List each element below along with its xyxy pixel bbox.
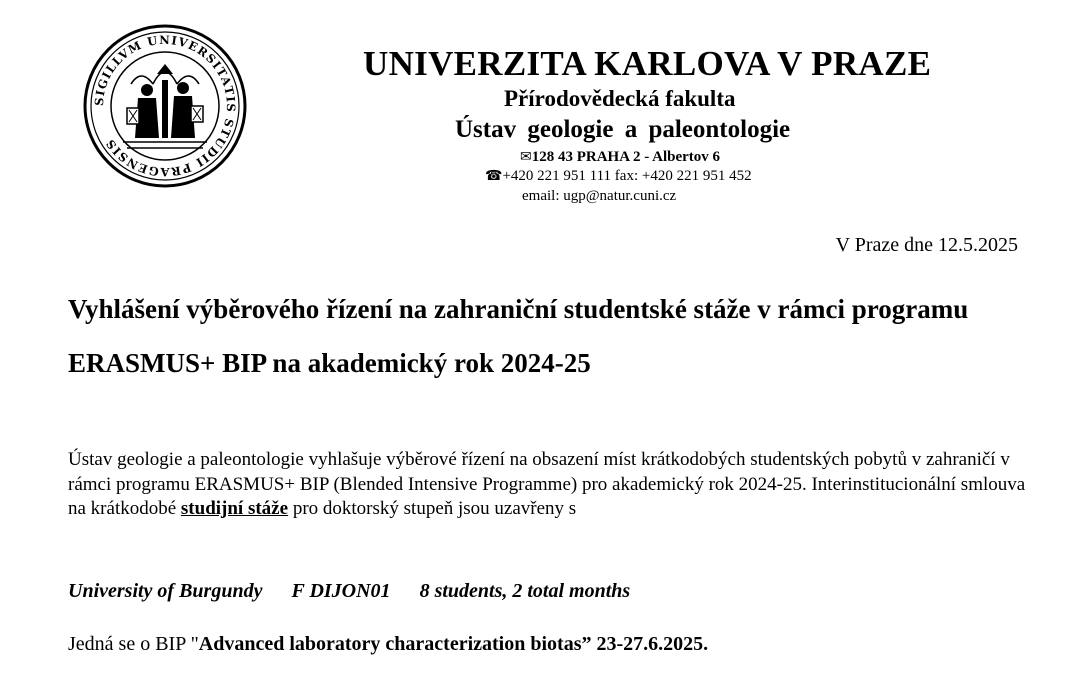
bip-prefix: Jedná se o BIP ": [68, 633, 199, 655]
partner-code: F DIJON01: [291, 580, 391, 602]
faculty-name: Přírodovědecká fakulta: [504, 86, 736, 111]
institute-name: Ústav geologie a paleontologie: [455, 116, 791, 143]
body-paragraph: [68, 448, 1033, 522]
bip-name: Advanced laboratory characterization biotas”: [198, 633, 592, 655]
document-title: Vyhlášení výběrového řízení na zahraniční studentské stáže v rámci programu ERASMUS+ BIP na akademický rok 2024-25: [68, 294, 969, 378]
university-seal-icon: [83, 24, 247, 188]
body-highlight: studijní stáže: [180, 498, 289, 519]
bip-dates: 23-27.6.2025.: [591, 633, 709, 655]
partner-line: [68, 580, 654, 603]
partner-capacity: 8 students, 2 total months: [419, 580, 631, 602]
body-text-part1: Ústav geologie a paleontologie vyhlašuje výběrové řízení na obsazení míst krátkodobých studentských pobytů v zahraničí v rámci programu ERASMUS+ BIP (Blended Intensive Programme) pro akademický rok 2024-25. Interinstitucionální smlouva na krátkodobé: [68, 449, 1026, 519]
university-name: UNIVERZITA KARLOVA V PRAZE: [363, 44, 932, 83]
body-text-part2: pro doktorský stupeň jsou uzavřeny s: [288, 498, 577, 519]
address-text: 128 43 PRAHA 2 - Albertov 6: [531, 149, 721, 165]
envelope-icon: ✉: [520, 149, 532, 165]
partner-university: University of Burgundy: [68, 580, 263, 602]
contact-email: email: ugp@natur.cuni.cz: [522, 188, 677, 204]
postal-address: [520, 148, 720, 166]
phone-fax-text: +420 221 951 111 fax: +420 221 951 452: [502, 168, 752, 184]
document-date: V Praze dne 12.5.2025: [835, 234, 1018, 256]
seal-lettering: SIGILLVM UNIVERSITATIS STUDII PRAGENSIS: [91, 32, 239, 180]
bip-line: [68, 633, 708, 656]
contact-phone: [485, 167, 752, 185]
telephone-icon: ☎: [485, 168, 503, 184]
